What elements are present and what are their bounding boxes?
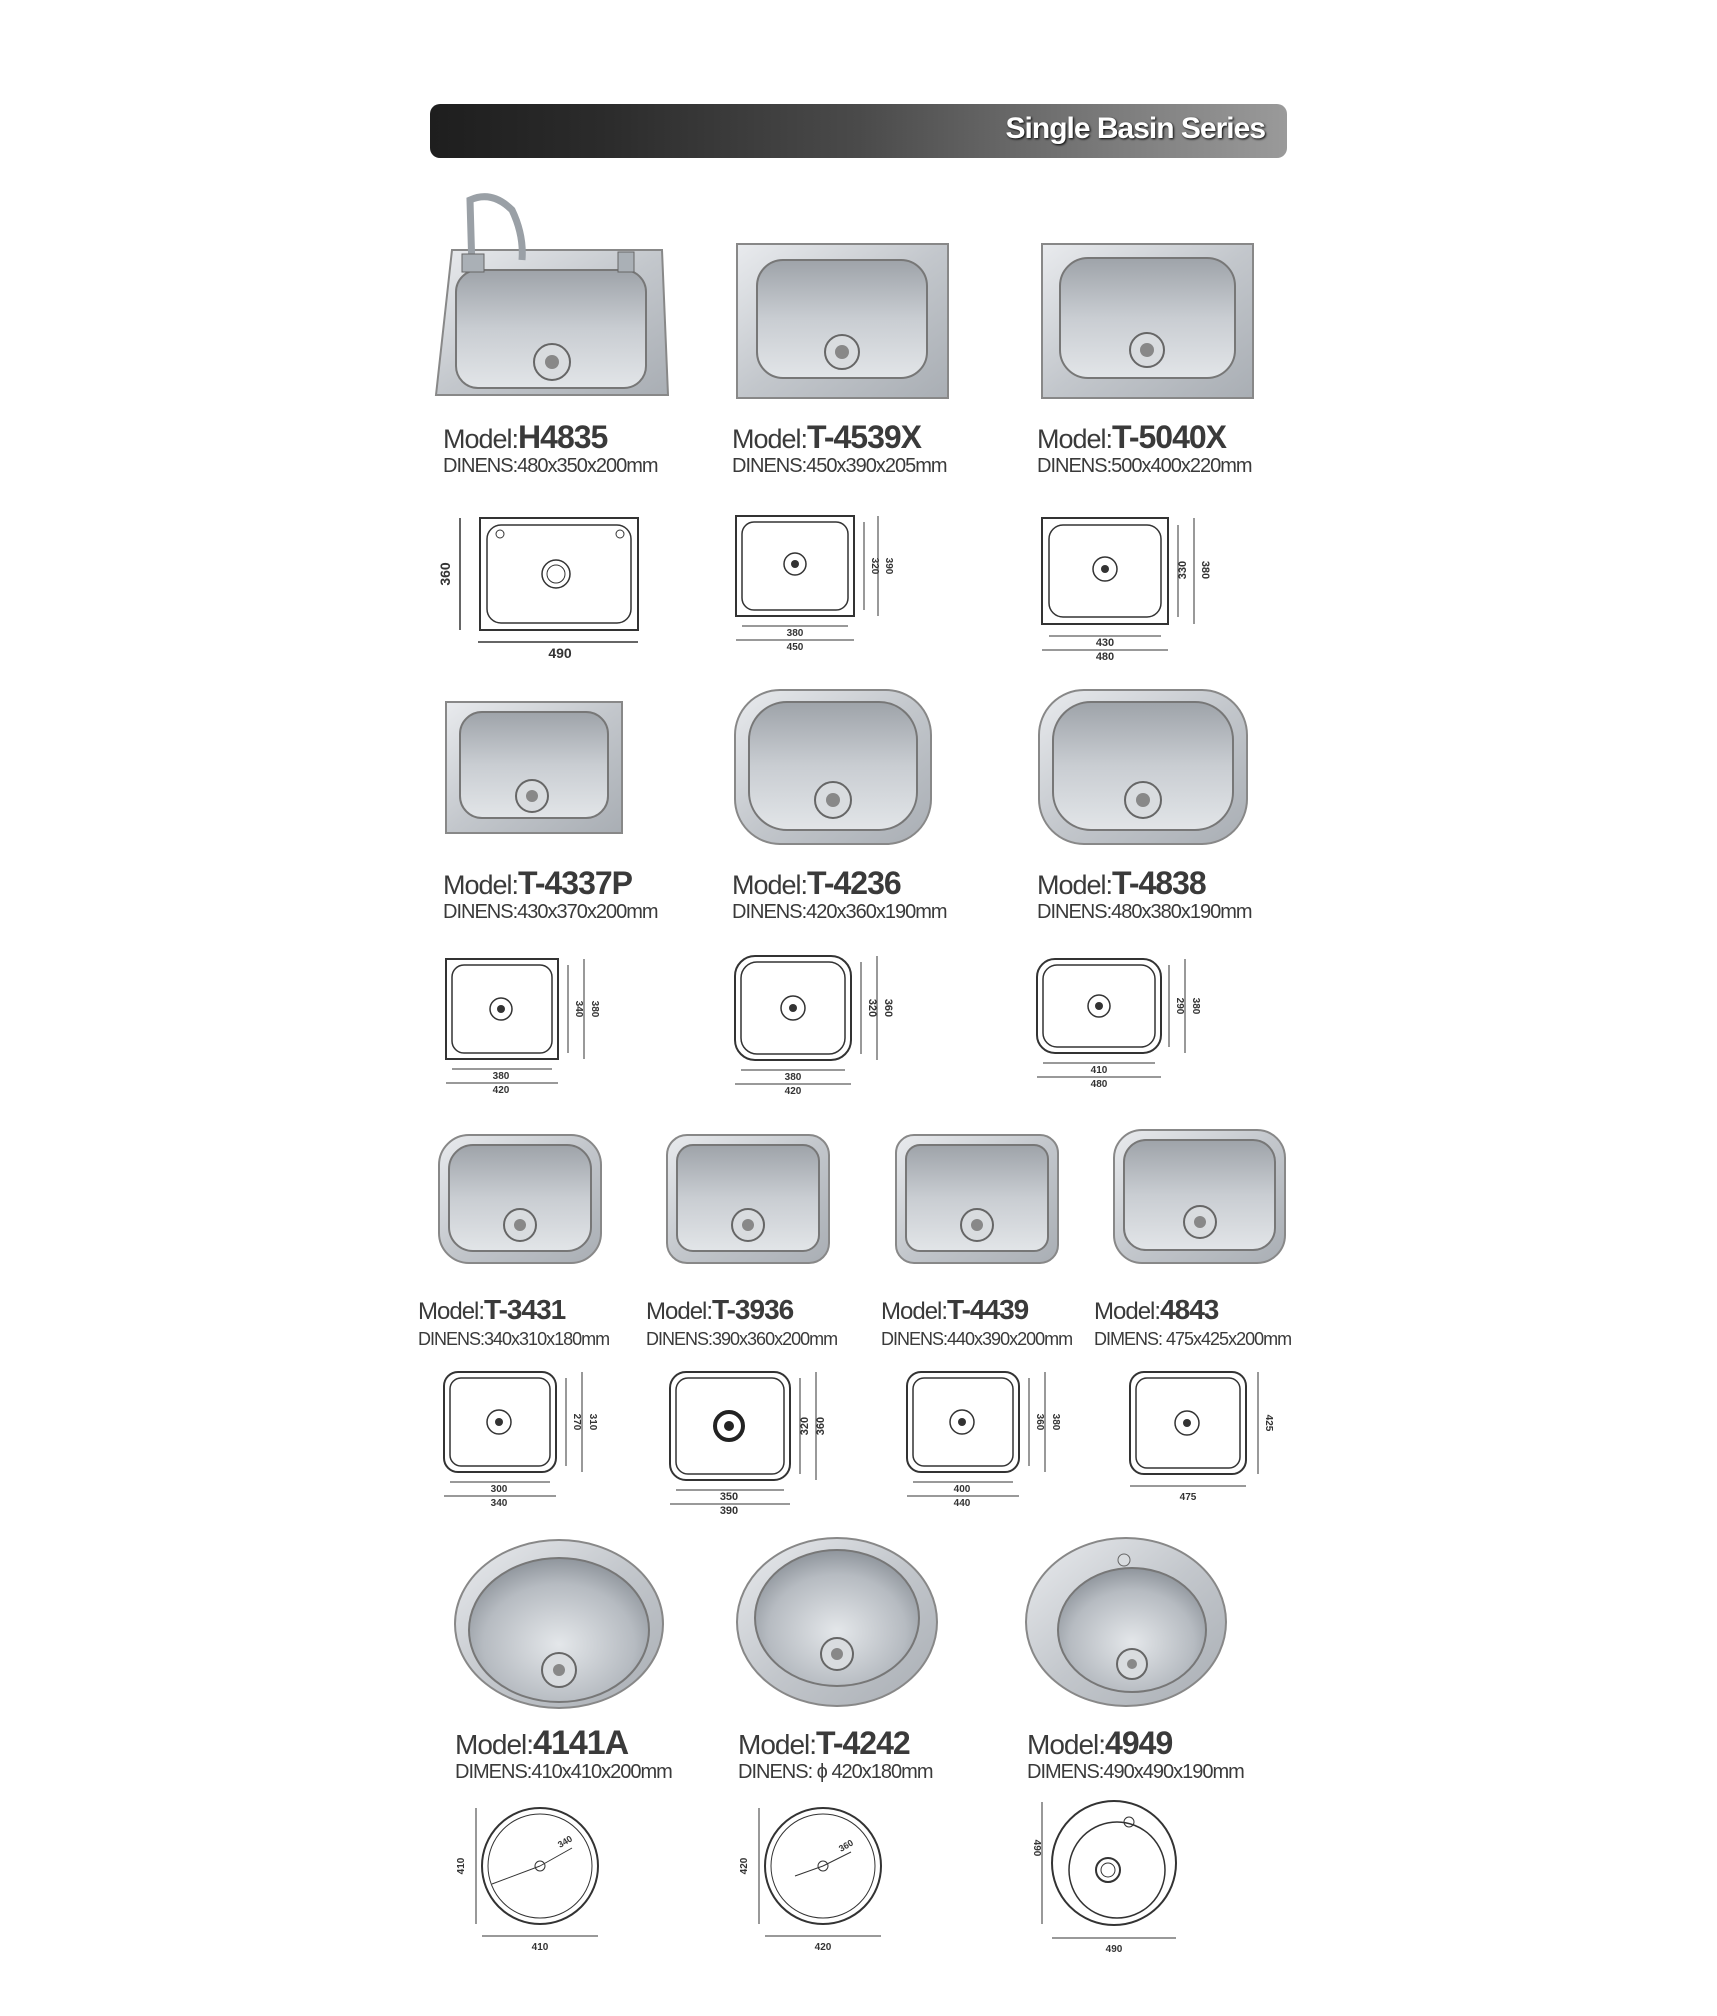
width-label: 475 [1179, 1492, 1197, 1503]
model-name: Model:T-5040X [1037, 419, 1227, 455]
dimension-drawing-4141a [452, 1804, 612, 1954]
width-label: 340 [490, 1498, 508, 1509]
product-label [1037, 419, 1252, 478]
dimensions-text: DINENS:480x350x200mm [443, 455, 658, 477]
sink-photo-t-4236 [733, 688, 933, 846]
sink-photo-t-4242 [735, 1536, 939, 1708]
sink-photo-t-4838 [1037, 688, 1249, 846]
dimension-drawing-t-3936 [668, 1370, 838, 1515]
sink-photo-4949 [1024, 1536, 1228, 1708]
dimension-drawing-t-4539x [730, 512, 910, 662]
height-label: 320 [869, 557, 880, 575]
height-label: 360 [437, 562, 453, 586]
sink-photo-t-3431 [437, 1133, 603, 1265]
product-label [418, 1295, 609, 1351]
height-label: 360 [1034, 1413, 1045, 1431]
height-label: 425 [1263, 1414, 1274, 1432]
dimensions-text: DINENS:420x360x190mm [732, 901, 947, 923]
width-label: 430 [1095, 637, 1115, 649]
sink-photo-t-3936 [665, 1133, 831, 1265]
model-name: Model:H4835 [443, 419, 608, 455]
dimensions-text: DINENS:390x360x200mm [646, 1329, 838, 1349]
model-name: Model:T-4838 [1037, 865, 1206, 901]
height-label: 360 [882, 998, 894, 1018]
model-name: Model:T-3431 [418, 1294, 566, 1325]
height-label: 380 [1190, 997, 1201, 1015]
sink-photo-4141a [453, 1538, 665, 1710]
height-label: 270 [571, 1413, 582, 1431]
dimension-drawing-t-4242 [735, 1804, 895, 1954]
product-label [732, 419, 947, 478]
model-name: Model:4843 [1094, 1294, 1219, 1325]
width-label: 440 [953, 1498, 971, 1509]
product-label [443, 865, 658, 924]
dimension-drawing-t-4439 [905, 1370, 1075, 1509]
height-label: 380 [1050, 1413, 1061, 1431]
height-label: 380 [589, 1000, 600, 1018]
model-name: Model:T-4242 [738, 1725, 910, 1761]
model-name: Model:4141A [455, 1724, 629, 1762]
sink-photo-4843 [1112, 1128, 1287, 1265]
height-label: 320 [866, 998, 878, 1018]
product-label [1094, 1295, 1291, 1351]
width-label: 480 [1090, 1079, 1108, 1090]
dimensions-text: DINENS:430x370x200mm [443, 901, 658, 923]
model-name: Model:4949 [1027, 1725, 1173, 1761]
sink-photo-t-4539x [735, 242, 950, 400]
model-name: Model:T-4337P [443, 865, 633, 901]
product-label [1027, 1725, 1244, 1784]
dimension-drawing-4843 [1128, 1370, 1288, 1505]
product-label [881, 1295, 1072, 1351]
inner-label: 360 [837, 1837, 856, 1854]
product-label [646, 1295, 837, 1351]
series-header-banner [430, 104, 1287, 158]
sink-photo-t-4337p [444, 700, 624, 835]
height-label: 420 [739, 1857, 750, 1875]
width-label: 490 [548, 645, 572, 661]
dimensions-text: DIMENS:490x490x190mm [1027, 1761, 1244, 1783]
height-label: 340 [573, 1000, 584, 1018]
height-label: 380 [1199, 560, 1211, 580]
width-label: 380 [492, 1071, 510, 1082]
height-label: 490 [1031, 1839, 1042, 1857]
series-title: Single Basin Series [1005, 112, 1265, 145]
dimensions-text: DINENS: ϕ 420x180mm [738, 1761, 933, 1783]
width-label: 350 [719, 1491, 739, 1503]
model-name: Model:T-4539X [732, 419, 922, 455]
dimensions-text: DIMENS:410x410x200mm [455, 1761, 672, 1783]
width-label: 480 [1095, 651, 1115, 663]
product-label [732, 865, 947, 924]
width-label: 420 [784, 1086, 802, 1097]
product-label [1037, 865, 1252, 924]
product-label [738, 1725, 933, 1784]
width-label: 380 [784, 1072, 802, 1083]
dimension-drawing-t-5040x [1038, 512, 1218, 662]
dimension-drawing-h4835 [437, 512, 650, 662]
height-label: 410 [456, 1857, 467, 1875]
height-label: 330 [1177, 560, 1189, 580]
dimensions-text: DIMENS: 475x425x200mm [1094, 1329, 1292, 1349]
height-label: 390 [883, 557, 894, 575]
height-label: 320 [799, 1416, 811, 1436]
inner-label: 340 [556, 1833, 575, 1850]
width-label: 410 [1090, 1065, 1108, 1076]
product-label [455, 1724, 672, 1784]
dimension-drawing-t-4838 [1035, 955, 1215, 1090]
height-label: 290 [1174, 997, 1185, 1015]
width-label: 410 [531, 1942, 549, 1953]
dimension-drawing-t-4337p [444, 955, 614, 1095]
sink-photo-t-5040x [1040, 242, 1255, 400]
width-label: 300 [490, 1484, 508, 1495]
height-label: 360 [815, 1416, 827, 1436]
dimension-drawing-t-3431 [442, 1370, 602, 1510]
model-name: Model:T-4236 [732, 865, 901, 901]
dimensions-text: DINENS:500x400x220mm [1037, 455, 1252, 477]
width-label: 420 [814, 1942, 832, 1953]
model-name: Model:T-3936 [646, 1294, 794, 1325]
dimensions-text: DINENS:480x380x190mm [1037, 901, 1252, 923]
width-label: 450 [786, 642, 804, 653]
width-label: 420 [492, 1085, 510, 1096]
model-name: Model:T-4439 [881, 1294, 1029, 1325]
height-label: 310 [587, 1413, 598, 1431]
dimensions-text: DINENS:450x390x205mm [732, 455, 947, 477]
width-label: 380 [786, 628, 804, 639]
dimensions-text: DINENS:340x310x180mm [418, 1329, 610, 1349]
dimension-drawing-4949 [1024, 1798, 1194, 1954]
width-label: 400 [953, 1484, 971, 1495]
sink-photo-h4835 [432, 190, 672, 400]
dimension-drawing-t-4236 [733, 952, 903, 1097]
sink-photo-t-4439 [894, 1133, 1060, 1265]
product-label [443, 419, 658, 478]
dimensions-text: DINENS:440x390x200mm [881, 1329, 1073, 1349]
width-label: 490 [1105, 1944, 1123, 1955]
width-label: 390 [719, 1505, 739, 1517]
